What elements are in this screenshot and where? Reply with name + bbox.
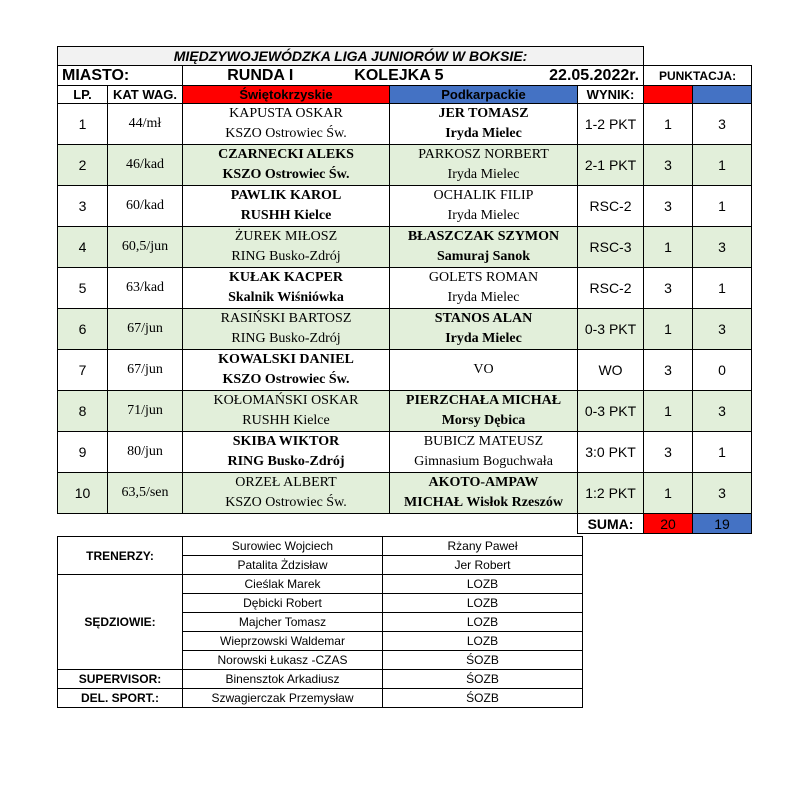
blue-boxer-club: MICHAŁ Wisłok Rzeszów [404,495,563,510]
red-boxer-name: RASIŃSKI BARTOSZ [220,311,352,326]
points-blue: 1 [693,432,752,473]
points-blue: 3 [693,309,752,350]
red-boxer-name: PAWLIK KAROL [230,188,342,203]
blue-corner [390,186,578,227]
staff-person: Cieślak Marek [183,575,383,594]
red-boxer-name: CZARNECKI ALEKS [218,147,354,162]
col-weight-category: KAT WAG. [108,86,183,104]
col-team-blue: Podkarpackie [390,86,578,104]
red-boxer-name: ORZEŁ ALBERT [235,475,337,490]
points-blue: 1 [693,145,752,186]
judge-row [58,575,583,594]
bout-row [58,473,752,514]
staff-affiliation: LOZB [383,613,583,632]
col-lp: LP. [58,86,108,104]
bout-row [58,104,752,145]
red-boxer-name: KOŁOMAŃSKI OSKAR [213,393,359,408]
red-boxer-club: RING Busko-Zdrój [231,249,341,264]
staff-affiliation: LOZB [383,632,583,651]
weight-category: 44/mł [108,104,183,145]
staff-person: Szwagierczak Przemysław [183,689,383,708]
weight-category: 63,5/sen [108,473,183,514]
bout-result: WO [578,350,644,391]
results-table [57,46,752,534]
bout-result: 1-2 PKT [578,104,644,145]
weight-category: 67/jun [108,309,183,350]
round-label: RUNDA I [183,66,338,86]
staff-role-label: SĘDZIOWIE: [58,575,183,670]
red-corner [183,145,390,186]
points-red: 3 [644,432,693,473]
bout-row [58,227,752,268]
blue-corner [390,227,578,268]
blue-boxer-name: GOLETS ROMAN [428,270,539,285]
points-blue: 3 [693,473,752,514]
bout-row [58,268,752,309]
blue-boxer-club: Iryda Mielec [447,290,520,305]
blue-corner [390,268,578,309]
col-result: WYNIK: [578,86,644,104]
staff-person: Surowiec Wojciech [183,537,383,556]
weight-category: 60,5/jun [108,227,183,268]
red-boxer-name: KAPUSTA OSKAR [229,106,343,121]
bout-row [58,391,752,432]
points-red: 3 [644,268,693,309]
sum-label: SUMA: [578,514,644,534]
staff-affiliation: Jer Robert [383,556,583,575]
col-points-blue [693,86,752,104]
weight-category: 60/kad [108,186,183,227]
staff-affiliation: ŚOZB [383,651,583,670]
bout-number: 7 [58,350,108,391]
blue-boxer-club: Iryda Mielec [445,126,522,141]
staff-person: Patalita Żdzisław [183,556,383,575]
red-boxer-name: KUŁAK KACPER [229,270,343,285]
col-team-red: Świętokrzyskie [183,86,390,104]
blue-corner [390,432,578,473]
staff-person: Dębicki Robert [183,594,383,613]
bout-number: 2 [58,145,108,186]
points-red: 1 [644,309,693,350]
bout-number: 6 [58,309,108,350]
bout-number: 8 [58,391,108,432]
red-boxer-club: KSZO Ostrowiec Św. [222,372,350,387]
staff-affiliation: ŚOZB [383,670,583,689]
points-blue: 3 [693,227,752,268]
coach-row [58,537,583,556]
col-points-red [644,86,693,104]
match-date: 22.05.2022r. [448,66,644,86]
blue-corner [390,473,578,514]
blue-boxer-club: Gimnasium Boguchwała [414,454,553,469]
bout-number: 1 [58,104,108,145]
scoring-label: PUNKTACJA: [644,66,752,86]
bout-result: 1:2 PKT [578,473,644,514]
staff-affiliation: ŚOZB [383,689,583,708]
points-red: 1 [644,391,693,432]
officials-table [57,536,583,708]
points-red: 1 [644,227,693,268]
staff-role-label: DEL. SPORT.: [58,689,183,708]
red-boxer-club: RUSHH Kielce [240,208,332,223]
red-boxer-club: RING Busko-Zdrój [227,454,345,469]
red-boxer-club: KSZO Ostrowiec Św. [222,167,350,182]
staff-role-label: TRENERZY: [58,537,183,575]
league-title: MIĘDZYWOJEWÓDZKA LIGA JUNIORÓW W BOKSIE: [58,47,644,66]
staff-person: Binensztok Arkadiusz [183,670,383,689]
points-blue: 1 [693,186,752,227]
red-corner [183,227,390,268]
supervisor-row [58,670,583,689]
blue-boxer-name: PARKOSZ NORBERT [418,147,549,162]
red-boxer-club: KSZO Ostrowiec Św. [225,495,347,510]
bout-row [58,186,752,227]
points-red: 3 [644,350,693,391]
staff-affiliation: Rżany Paweł [383,537,583,556]
weight-category: 80/jun [108,432,183,473]
staff-affiliation: LOZB [383,594,583,613]
bout-number: 4 [58,227,108,268]
blue-boxer-name: AKOTO-AMPAW [428,475,539,490]
red-boxer-club: Skalnik Wiśniówka [228,290,344,305]
bout-result: 2-1 PKT [578,145,644,186]
red-corner [183,186,390,227]
red-corner [183,309,390,350]
city-label: MIASTO: [58,66,183,86]
staff-person: Wieprzowski Waldemar [183,632,383,651]
points-red: 1 [644,104,693,145]
points-blue: 3 [693,104,752,145]
red-boxer-club: KSZO Ostrowiec Św. [225,126,347,141]
staff-person: Majcher Tomasz [183,613,383,632]
bout-number: 5 [58,268,108,309]
bout-number: 3 [58,186,108,227]
blue-corner [390,391,578,432]
points-blue: 3 [693,391,752,432]
points-red: 3 [644,145,693,186]
bout-result: RSC-3 [578,227,644,268]
points-blue: 1 [693,268,752,309]
staff-affiliation: LOZB [383,575,583,594]
bout-result: 3:0 PKT [578,432,644,473]
blue-boxer-club: Iryda Mielec [447,167,520,182]
blue-boxer-club: Samuraj Sanok [437,249,530,264]
red-corner [183,432,390,473]
blue-boxer-club: Iryda Mielec [447,208,520,223]
blue-boxer-name: OCHALIK FILIP [433,188,534,203]
bout-result: RSC-2 [578,186,644,227]
weight-category: 71/jun [108,391,183,432]
blue-corner [390,309,578,350]
sum-red: 20 [644,514,693,534]
bout-number: 10 [58,473,108,514]
points-red: 3 [644,186,693,227]
blue-corner [390,145,578,186]
red-corner [183,473,390,514]
blue-boxer-club: Iryda Mielec [445,331,522,346]
bout-row [58,145,752,186]
weight-category: 46/kad [108,145,183,186]
red-corner [183,350,390,391]
sum-blue: 19 [693,514,752,534]
bout-result: 0-3 PKT [578,309,644,350]
red-boxer-name: ŻUREK MIŁOSZ [234,229,338,244]
red-boxer-club: RUSHH Kielce [242,413,330,428]
red-corner [183,268,390,309]
blue-corner [390,350,578,391]
blue-boxer-name: JER TOMASZ [438,106,529,121]
blue-boxer-club: Morsy Dębica [441,413,526,428]
red-corner [183,391,390,432]
blue-boxer-name: PIERZCHAŁA MICHAŁ [405,393,562,408]
bout-row [58,432,752,473]
bout-number: 9 [58,432,108,473]
red-boxer-name: SKIBA WIKTOR [232,434,340,449]
matchday-label: KOLEJKA 5 [338,66,448,86]
bout-result: 0-3 PKT [578,391,644,432]
bout-result: RSC-2 [578,268,644,309]
red-boxer-name: KOWALSKI DANIEL [218,352,354,367]
bout-row [58,350,752,391]
staff-person: Norowski Łukasz -CZAS [183,651,383,670]
blue-boxer-name: STANOS ALAN [434,311,533,326]
weight-category: 67/jun [108,350,183,391]
red-corner [183,104,390,145]
weight-category: 63/kad [108,268,183,309]
points-red: 1 [644,473,693,514]
red-boxer-club: RING Busko-Zdrój [231,331,341,346]
delegate-row [58,689,583,708]
blue-boxer-name: BUBICZ MATEUSZ [423,434,544,449]
blue-corner [390,104,578,145]
bout-row [58,309,752,350]
staff-role-label: SUPERVISOR: [58,670,183,689]
points-blue: 0 [693,350,752,391]
blue-boxer-name: VO [473,362,494,377]
blue-boxer-name: BŁASZCZAK SZYMON [407,229,560,244]
